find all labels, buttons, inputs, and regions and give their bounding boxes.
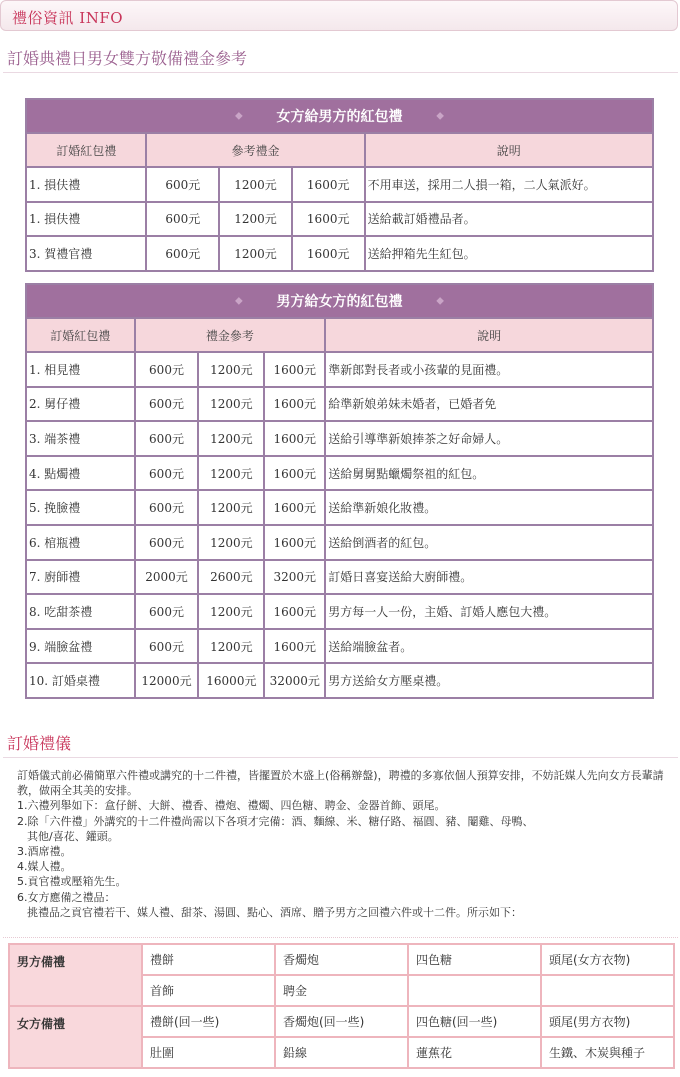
diamond-icon: ◆ bbox=[235, 110, 243, 122]
table-row bbox=[26, 663, 653, 698]
amount-cell: 1600元 bbox=[292, 167, 365, 202]
gift-name-cell: 1. 相見禮 bbox=[26, 352, 135, 387]
amount-cell: 1600元 bbox=[264, 525, 325, 560]
amount-cell: 1200元 bbox=[198, 629, 264, 664]
section-title-gift-money: 訂婚典禮日男女雙方敬備禮金參考 bbox=[7, 49, 248, 68]
etiquette-line: 2.除「六件禮」外講究的十二件禮尚需以下各項才完備：酒、麵線、米、糖仔路、福圓、豬、閹雞、母鴨、 bbox=[17, 814, 534, 828]
gift-name-cell: 8. 吃甜茶禮 bbox=[26, 594, 135, 629]
gift-name-cell: 1. 損伕禮 bbox=[26, 202, 146, 237]
description-cell: 男方送給女方壓桌禮。 bbox=[325, 663, 653, 698]
amount-cell: 1600元 bbox=[264, 421, 325, 456]
amount-cell: 600元 bbox=[135, 352, 199, 387]
amount-cell: 1200元 bbox=[198, 352, 264, 387]
etiquette-line: 3.酒席禮。 bbox=[17, 845, 72, 859]
gift-name-cell: 6. 棺瓶禮 bbox=[26, 525, 135, 560]
description-cell: 送給倒酒者的紅包。 bbox=[325, 525, 653, 560]
etiquette-line: 1.六禮列舉如下：盒仔餅、大餅、禮香、禮炮、禮燭、四色糖、聘金、金器首飾、頭尾。 bbox=[17, 799, 446, 813]
column-header: 訂婚紅包禮 bbox=[26, 318, 135, 352]
description-cell: 訂婚日喜宴送給大廚師禮。 bbox=[325, 560, 653, 595]
table-row bbox=[9, 944, 674, 975]
gift-name-cell: 9. 端臉盆禮 bbox=[26, 629, 135, 664]
gift-name-cell: 1. 損伕禮 bbox=[26, 167, 146, 202]
table-row bbox=[26, 421, 653, 456]
etiquette-line: 挑禮品之貢官禮若干、媒人禮、甜茶、湯圓、點心、酒席、贈予男方之回禮六件或十二件。所示如下： bbox=[27, 905, 522, 919]
amount-cell: 600元 bbox=[135, 525, 199, 560]
amount-cell: 600元 bbox=[146, 167, 219, 202]
gift-name-cell: 5. 挽臉禮 bbox=[26, 490, 135, 525]
gift-name-cell: 10. 訂婚桌禮 bbox=[26, 663, 135, 698]
table-row bbox=[26, 167, 653, 202]
table-row bbox=[26, 202, 653, 237]
amount-cell: 1600元 bbox=[264, 629, 325, 664]
column-header: 說明 bbox=[325, 318, 653, 352]
section-title-engagement-etiquette: 訂婚禮儀 bbox=[7, 734, 72, 753]
diamond-icon: ◆ bbox=[436, 110, 444, 122]
table-caption bbox=[26, 284, 653, 318]
item-cell: 禮餅(回一些) bbox=[142, 1006, 275, 1037]
table-row bbox=[26, 456, 653, 491]
amount-cell: 1200元 bbox=[198, 456, 264, 491]
table-row bbox=[9, 1006, 674, 1037]
description-cell: 送給載訂婚禮品者。 bbox=[365, 202, 653, 237]
gift-name-cell: 2. 舅仔禮 bbox=[26, 387, 135, 422]
table-row bbox=[26, 387, 653, 422]
table-row bbox=[26, 629, 653, 664]
column-header: 訂婚紅包禮 bbox=[26, 133, 146, 167]
amount-cell: 600元 bbox=[135, 594, 199, 629]
amount-cell: 12000元 bbox=[135, 663, 199, 698]
table-row bbox=[26, 236, 653, 271]
item-cell: 首飾 bbox=[142, 975, 275, 1006]
table-row bbox=[26, 594, 653, 629]
item-cell: 肚圍 bbox=[142, 1037, 275, 1068]
table-row bbox=[26, 560, 653, 595]
amount-cell: 1600元 bbox=[264, 456, 325, 491]
etiquette-line: 6.女方應備之禮品： bbox=[17, 890, 116, 904]
amount-cell: 3200元 bbox=[264, 560, 325, 595]
amount-cell: 1200元 bbox=[198, 490, 264, 525]
item-cell: 聘金 bbox=[275, 975, 408, 1006]
amount-cell: 1200元 bbox=[219, 202, 292, 237]
item-cell: 香燭炮 bbox=[275, 944, 408, 975]
etiquette-line: 其他/喜花、鑵頭。 bbox=[27, 829, 119, 843]
amount-cell: 16000元 bbox=[198, 663, 264, 698]
gift-name-cell: 4. 點燭禮 bbox=[26, 456, 135, 491]
gift-name-cell: 3. 端茶禮 bbox=[26, 421, 135, 456]
column-header: 參考禮金 bbox=[146, 133, 364, 167]
amount-cell: 32000元 bbox=[264, 663, 325, 698]
amount-cell: 1200元 bbox=[219, 236, 292, 271]
item-cell bbox=[541, 975, 674, 1006]
description-cell: 送給端臉盆者。 bbox=[325, 629, 653, 664]
table-row bbox=[26, 490, 653, 525]
amount-cell: 1200元 bbox=[198, 525, 264, 560]
amount-cell: 2600元 bbox=[198, 560, 264, 595]
gift-name-cell: 3. 賀禮官禮 bbox=[26, 236, 146, 271]
etiquette-line: 5.貢官禮或壓箱先生。 bbox=[17, 875, 127, 889]
etiquette-text bbox=[17, 768, 677, 920]
item-cell: 香燭炮(回一些) bbox=[275, 1006, 408, 1037]
section-divider bbox=[3, 757, 678, 758]
item-cell: 頭尾(男方衣物) bbox=[541, 1006, 674, 1037]
amount-cell: 600元 bbox=[135, 629, 199, 664]
description-cell: 給準新娘弟妹未婚者，已婚者免 bbox=[325, 387, 653, 422]
table-caption-text: 男方給女方的紅包禮 bbox=[276, 294, 403, 310]
group-label: 女方備禮 bbox=[9, 1006, 142, 1068]
description-cell: 送給準新娘化妝禮。 bbox=[325, 490, 653, 525]
table-caption bbox=[26, 99, 653, 133]
amount-cell: 1200元 bbox=[198, 594, 264, 629]
amount-cell: 1600元 bbox=[264, 594, 325, 629]
amount-cell: 600元 bbox=[135, 456, 199, 491]
header-title: 禮俗資訊 INFO bbox=[12, 9, 124, 27]
section-divider bbox=[3, 72, 678, 73]
amount-cell: 1600元 bbox=[264, 490, 325, 525]
description-cell: 送給舅舅點蠟燭祭祖的紅包。 bbox=[325, 456, 653, 491]
header-bar bbox=[0, 0, 678, 31]
amount-cell: 1200元 bbox=[198, 387, 264, 422]
groom-side-gift-table bbox=[25, 283, 654, 699]
item-cell: 四色糖 bbox=[408, 944, 541, 975]
amount-cell: 1200元 bbox=[219, 167, 292, 202]
amount-cell: 600元 bbox=[146, 236, 219, 271]
item-cell: 頭尾(女方衣物) bbox=[541, 944, 674, 975]
amount-cell: 600元 bbox=[135, 387, 199, 422]
column-header: 禮金參考 bbox=[135, 318, 326, 352]
description-cell: 送給押箱先生紅包。 bbox=[365, 236, 653, 271]
diamond-icon: ◆ bbox=[436, 295, 444, 307]
item-cell: 蓮蕉花 bbox=[408, 1037, 541, 1068]
item-cell bbox=[408, 975, 541, 1006]
amount-cell: 2000元 bbox=[135, 560, 199, 595]
item-cell: 四色糖(回一些) bbox=[408, 1006, 541, 1037]
amount-cell: 1600元 bbox=[292, 202, 365, 237]
table-row bbox=[26, 352, 653, 387]
amount-cell: 1600元 bbox=[292, 236, 365, 271]
amount-cell: 600元 bbox=[135, 490, 199, 525]
description-cell: 送給引導準新娘捧茶之好命婦人。 bbox=[325, 421, 653, 456]
description-cell: 準新郎對長者或小孩輩的見面禮。 bbox=[325, 352, 653, 387]
item-cell: 生鐵、木炭與種子 bbox=[541, 1037, 674, 1068]
table-caption-text: 女方給男方的紅包禮 bbox=[276, 109, 403, 125]
bride-side-gift-table bbox=[25, 98, 654, 272]
item-cell: 鉛線 bbox=[275, 1037, 408, 1068]
etiquette-line: 4.媒人禮。 bbox=[17, 860, 72, 874]
etiquette-paragraph: 訂婚儀式前必備簡單六件禮或講究的十二件禮，皆擺置於木盛上(俗稱辦盤)，聘禮的多寡依個人預算安排，不妨託媒人先向女方長輩請教，做兩全其美的安排。 bbox=[17, 769, 664, 798]
amount-cell: 1600元 bbox=[264, 352, 325, 387]
amount-cell: 600元 bbox=[135, 421, 199, 456]
gift-name-cell: 7. 廚師禮 bbox=[26, 560, 135, 595]
item-cell: 禮餅 bbox=[142, 944, 275, 975]
description-cell: 不用車送，採用二人損一箱，二人氣派好。 bbox=[365, 167, 653, 202]
table-row bbox=[26, 525, 653, 560]
amount-cell: 1600元 bbox=[264, 387, 325, 422]
amount-cell: 1200元 bbox=[198, 421, 264, 456]
group-label: 男方備禮 bbox=[9, 944, 142, 1006]
amount-cell: 600元 bbox=[146, 202, 219, 237]
gift-items-table bbox=[8, 943, 675, 1069]
description-cell: 男方每一人一份，主婚、訂婚人應包大禮。 bbox=[325, 594, 653, 629]
diamond-icon: ◆ bbox=[235, 295, 243, 307]
column-header: 說明 bbox=[365, 133, 653, 167]
